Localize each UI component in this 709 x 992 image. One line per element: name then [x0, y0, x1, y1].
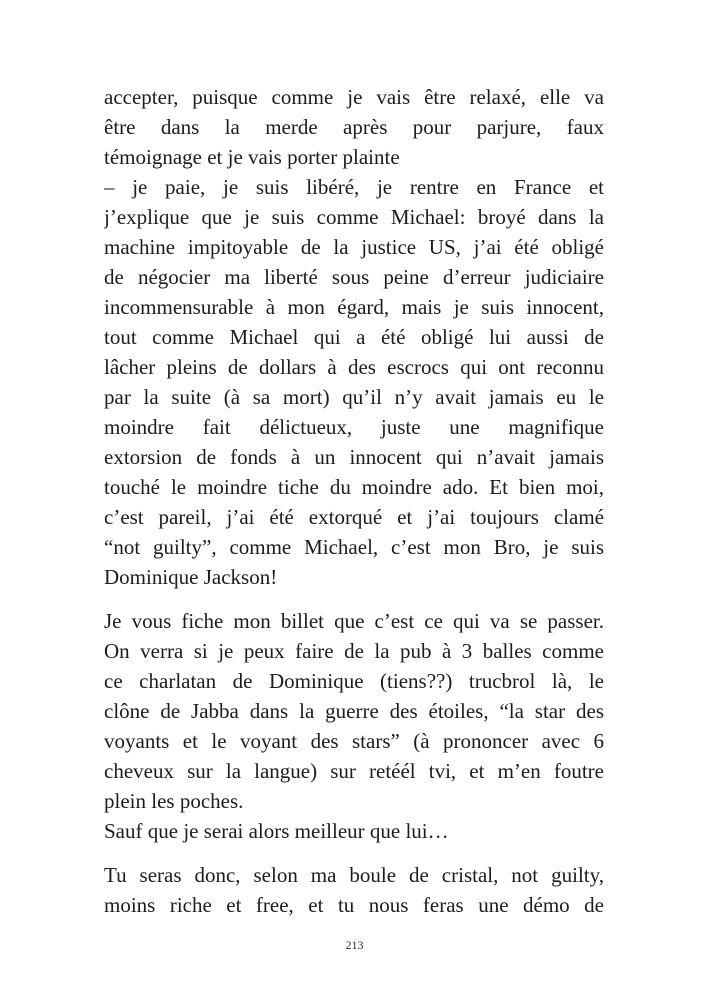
text-line: lâcher pleins de dollars à des escrocs qui ont reconnu — [104, 355, 604, 379]
text-line: ce charlatan de Dominique (tiens??) trucbrol là, le — [104, 669, 604, 693]
page-body — [104, 82, 604, 920]
text-line: extorsion de fonds à un innocent qui n’avait jamais — [104, 445, 604, 469]
text-line: “not guilty”, comme Michael, c’est mon Bro, je suis — [104, 535, 604, 559]
text-line: accepter, puisque comme je vais être relaxé, elle va — [104, 85, 604, 109]
text-line: tout comme Michael qui a été obligé lui aussi de — [104, 325, 604, 349]
paragraph-gap — [104, 846, 604, 860]
text-line: j’explique que je suis comme Michael: broyé dans la — [104, 205, 604, 229]
text-line: Dominique Jackson! — [104, 565, 278, 589]
text-line: Je vous fiche mon billet que c’est ce qui va se passer. — [104, 609, 604, 633]
text-line: – je paie, je suis libéré, je rentre en France et — [104, 175, 604, 199]
paragraph — [104, 860, 604, 920]
text-line: plein les poches. — [104, 789, 244, 813]
text-line: cheveux sur la langue) sur retéél tvi, et m’en foutre — [104, 759, 604, 783]
text-line: par la suite (à sa mort) qu’il n’y avait jamais eu le — [104, 385, 604, 409]
text-line: de négocier ma liberté sous peine d’erreur judiciaire — [104, 265, 604, 289]
text-line: clône de Jabba dans la guerre des étoiles, “la star des — [104, 699, 604, 723]
text-line: témoignage et je vais porter plainte — [104, 145, 400, 169]
text-line: être dans la merde après pour parjure, faux — [104, 115, 604, 139]
paragraph — [104, 82, 604, 172]
text-line: machine impitoyable de la justice US, j’ai été obligé — [104, 235, 604, 259]
text-line: touché le moindre tiche du moindre ado. Et bien moi, — [104, 475, 604, 499]
paragraph — [104, 816, 604, 846]
page-number: 213 — [345, 938, 364, 952]
text-line: Sauf que je serai alors meilleur que lui… — [104, 819, 449, 843]
text-line: moindre fait délictueux, juste une magnifique — [104, 415, 604, 439]
paragraph — [104, 172, 604, 592]
text-line: Tu seras donc, selon ma boule de cristal, not guilty, — [104, 863, 604, 887]
text-line: c’est pareil, j’ai été extorqué et j’ai toujours clamé — [104, 505, 604, 529]
text-line: incommensurable à mon égard, mais je suis innocent, — [104, 295, 604, 319]
text-line: moins riche et free, et tu nous feras une démo de — [104, 893, 604, 917]
paragraph — [104, 606, 604, 816]
text-line: voyants et le voyant des stars” (à prononcer avec 6 — [104, 729, 604, 753]
paragraph-gap — [104, 592, 604, 606]
text-line: On verra si je peux faire de la pub à 3 balles comme — [104, 639, 604, 663]
